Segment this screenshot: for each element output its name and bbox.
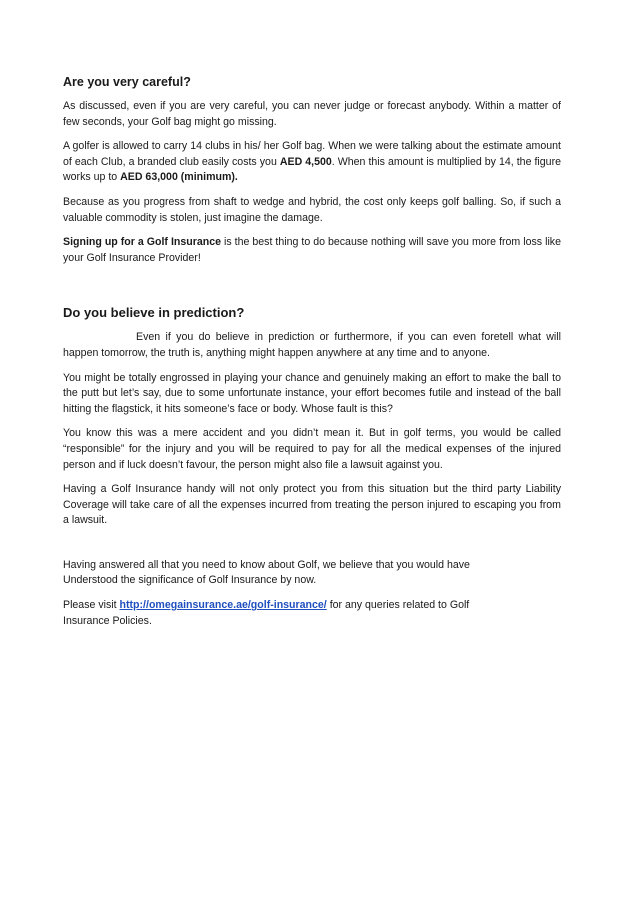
heading-prediction: Do you believe in prediction?	[63, 305, 245, 321]
paragraph-prediction	[63, 330, 561, 361]
document-page	[63, 74, 561, 638]
visit-text-2: for any queries related to Golf	[326, 599, 470, 612]
paragraph-forecast: As discussed, even if you are very careful, you can never judge or forecast anybody. Within a matter of few seconds, your Golf bag might go missing.	[63, 100, 561, 128]
paragraph-liability: Having a Golf Insurance handy will not only protect you from this situation but the third party Liability Coverage will take care of all the expenses incurred from treating the person injured to escaping you from a lawsuit.	[63, 483, 561, 527]
club-cost-text-2: . When this amount is multiplied by 14, the figure works up to	[63, 155, 561, 184]
heading-are-you-careful: Are you very careful?	[63, 75, 191, 89]
section-spacer	[63, 275, 561, 305]
paragraph-valuable-commodity: Because as you progress from shaft to wedge and hybrid, the cost only keeps golf balling. So, if such a valuable commodity is stolen, just imagine the damage.	[63, 195, 561, 224]
club-price-value: AED 4,500	[279, 155, 332, 168]
closing-line-1: Having answered all that you need to know about Golf, we believe that you would have	[63, 558, 470, 571]
paragraph-closing	[63, 558, 561, 589]
paragraph-visit	[63, 598, 561, 629]
golf-insurance-link[interactable]: http://omegainsurance.ae/golf-insurance/	[119, 599, 327, 612]
closing-spacer	[63, 538, 561, 558]
visit-text-3: Insurance Policies.	[63, 614, 152, 627]
club-cost-text-1: A golfer is allowed to carry 14 clubs in his/ her Golf bag. When we were talking about the estimate amount of each Club, a branded club easily costs you	[63, 140, 561, 168]
paragraph-club-cost	[63, 139, 561, 186]
paragraph-engrossed: You might be totally engrossed in playing your chance and genuinely making an effort to make the ball to the putt but let’s say, due to some unfortunate instance, your effort becomes futile and instead of the ball hitting the flagstick, it hits someone’s face or body. Whose fault is this?	[63, 371, 561, 415]
prediction-text: Even if you do believe in prediction or furthermore, if you can even foretell what will happen tomorrow, the truth is, anything might happen anywhere at any time and to anyone.	[63, 331, 561, 359]
signing-up-text: is the best thing to do because nothing will save you more from loss like your Golf Insurance Provider!	[63, 236, 561, 264]
paragraph-signing-up	[63, 235, 561, 266]
signing-up-bold: Signing up for a Golf Insurance	[63, 236, 222, 249]
visit-text-1: Please visit	[63, 599, 120, 612]
total-cost-value: AED 63,000 (minimum).	[120, 171, 238, 184]
paragraph-responsible: You know this was a mere accident and you didn’t mean it. But in golf terms, you would be called “responsible” for the injury and you will be required to pay for all the medical expenses of the injured person and if luck doesn’t favour, the person might also file a lawsuit against you.	[63, 427, 561, 471]
closing-line-2: Understood the significance of Golf Insurance by now.	[63, 574, 317, 587]
